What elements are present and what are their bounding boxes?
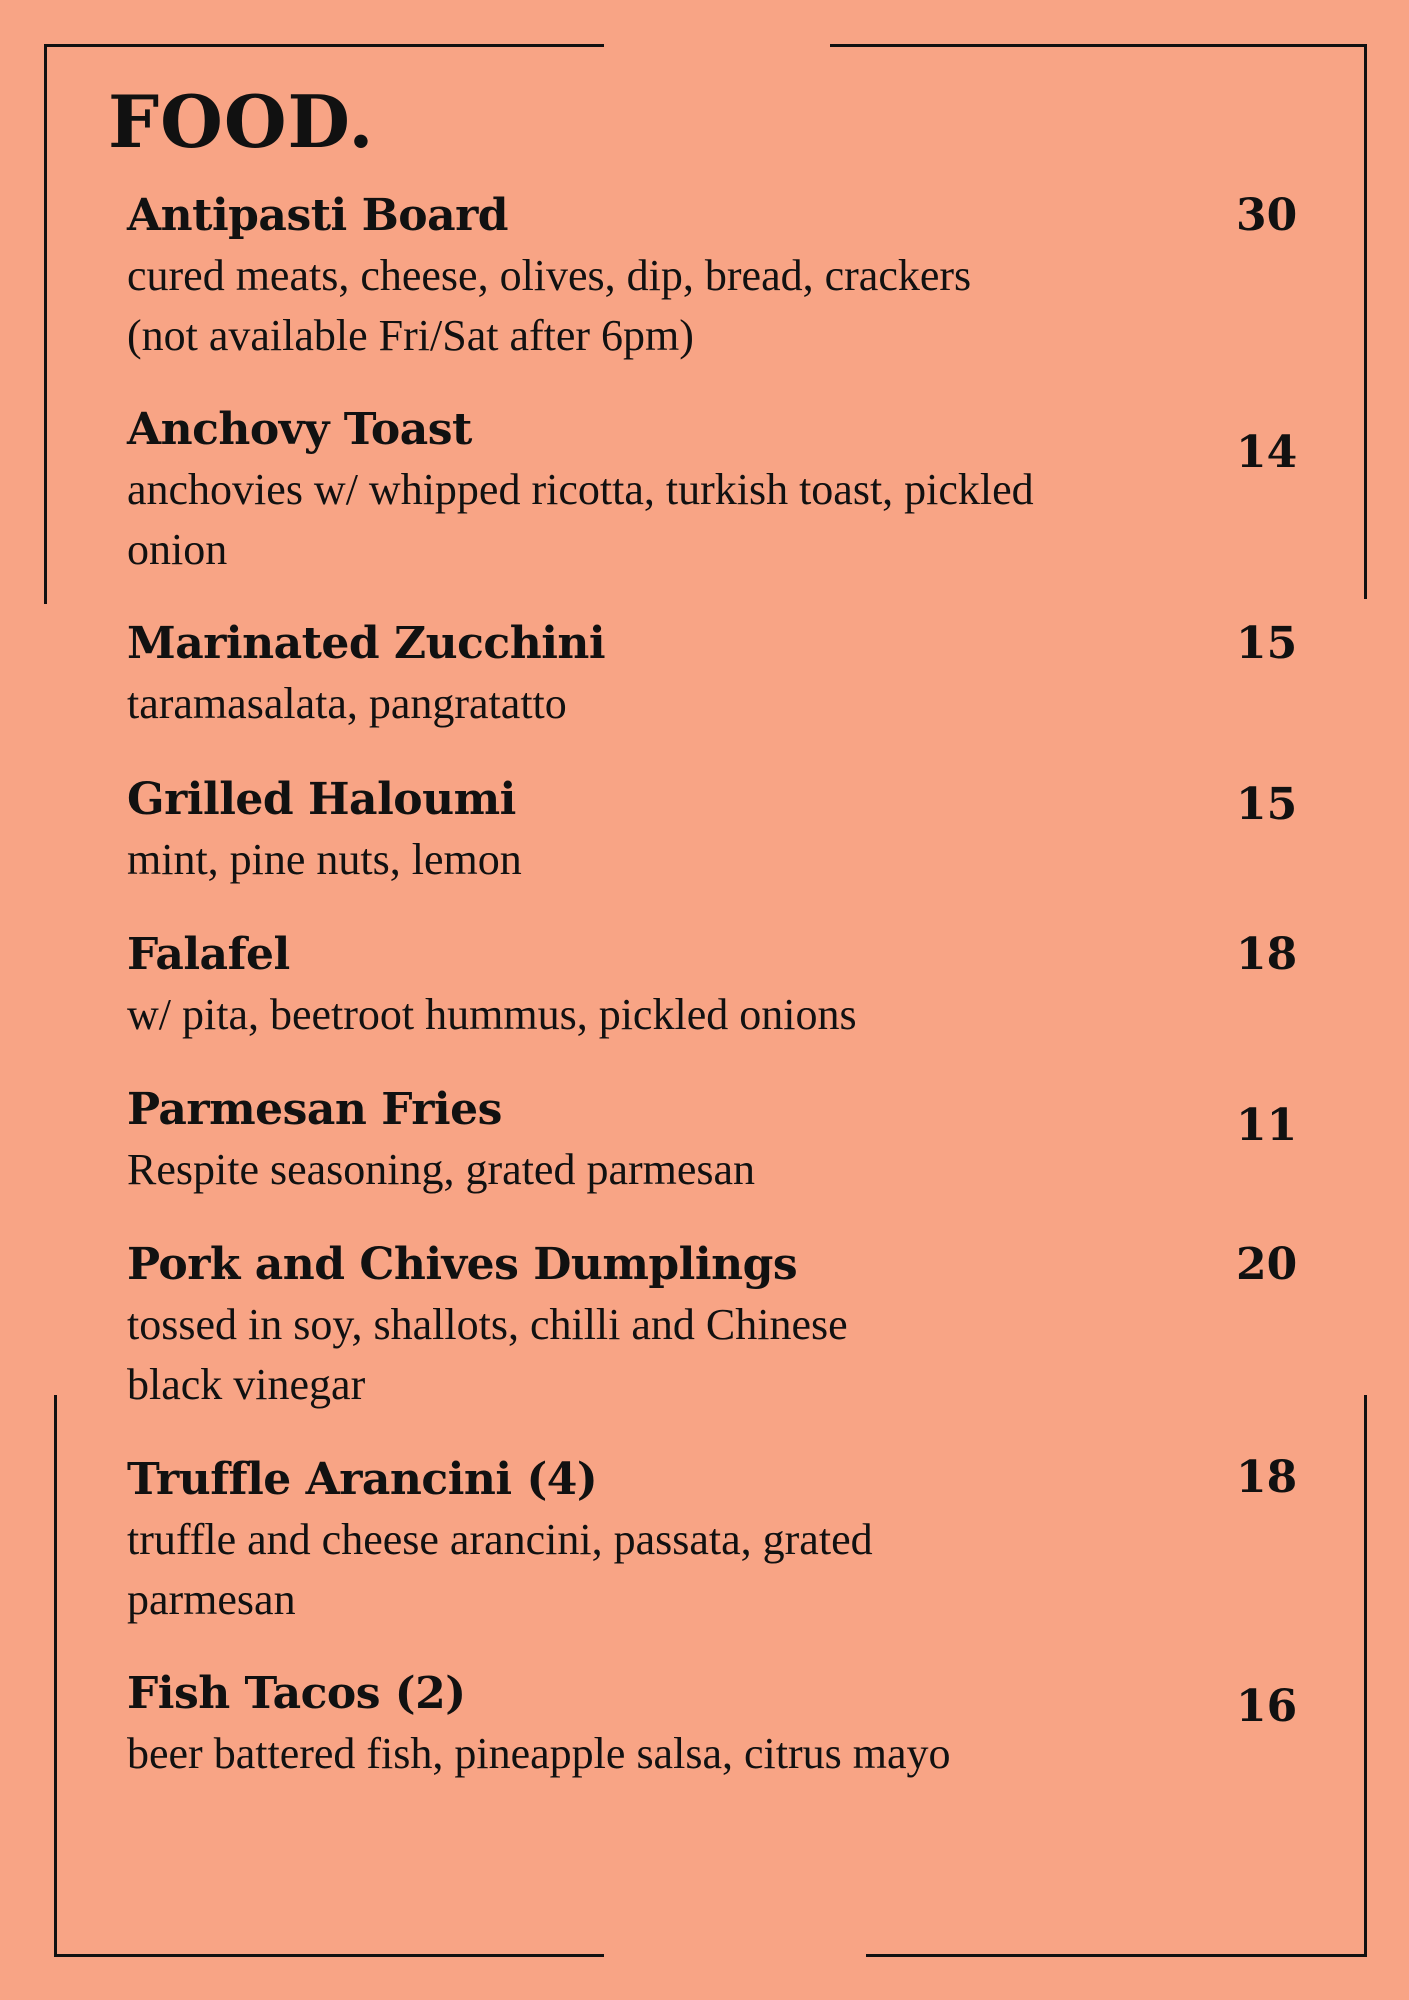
menu-item-marinated-zucchini bbox=[127, 614, 1227, 734]
item-price: 30 bbox=[1236, 190, 1298, 241]
item-description-line-2: black vinegar bbox=[127, 1360, 366, 1409]
item-description-line-2: parmesan bbox=[127, 1575, 296, 1624]
item-name: Grilled Haloumi bbox=[127, 774, 516, 825]
item-name: Pork and Chives Dumplings bbox=[127, 1239, 798, 1290]
menu-item-truffle-arancini bbox=[127, 1450, 1227, 1630]
item-description-line-1: beer battered fish, pineapple salsa, citrus mayo bbox=[127, 1729, 951, 1778]
item-description-line-2: (not available Fri/Sat after 6pm) bbox=[127, 311, 694, 360]
menu-item-parmesan-fries bbox=[127, 1080, 1227, 1200]
frame-left-upper bbox=[44, 44, 47, 604]
item-name: Marinated Zucchini bbox=[127, 618, 606, 669]
menu-item-pork-and-chives-dumplings bbox=[127, 1235, 1227, 1415]
menu-item-falafel bbox=[127, 925, 1227, 1045]
frame-bottom-left bbox=[54, 1954, 604, 1957]
item-price: 11 bbox=[1236, 1100, 1298, 1151]
item-price: 18 bbox=[1236, 1452, 1298, 1503]
menu-item-fish-tacos bbox=[127, 1664, 1227, 1784]
menu-item-antipasti-board bbox=[127, 186, 1227, 366]
menu-item-anchovy-toast bbox=[127, 400, 1227, 580]
item-description-line-1: w/ pita, beetroot hummus, pickled onions bbox=[127, 990, 857, 1039]
item-description-line-1: cured meats, cheese, olives, dip, bread, crackers bbox=[127, 251, 972, 300]
item-name: Fish Tacos (2) bbox=[127, 1668, 466, 1719]
item-name: Falafel bbox=[127, 929, 290, 980]
item-price: 14 bbox=[1236, 427, 1298, 478]
frame-right-upper bbox=[1364, 44, 1367, 599]
item-description-line-1: mint, pine nuts, lemon bbox=[127, 835, 522, 884]
item-description-line-1: Respite seasoning, grated parmesan bbox=[127, 1145, 756, 1194]
item-description-line-2: onion bbox=[127, 525, 228, 574]
item-price: 18 bbox=[1236, 929, 1298, 980]
item-description-line-1: taramasalata, pangratatto bbox=[127, 679, 567, 728]
frame-right-lower bbox=[1364, 1395, 1367, 1957]
frame-top-right bbox=[830, 44, 1367, 47]
menu-item-grilled-haloumi bbox=[127, 770, 1227, 890]
item-description-line-1: anchovies w/ whipped ricotta, turkish toast, pickled bbox=[127, 465, 1034, 514]
item-price: 20 bbox=[1236, 1239, 1298, 1290]
item-price: 15 bbox=[1236, 779, 1298, 830]
frame-top-left bbox=[44, 44, 604, 47]
item-price: 15 bbox=[1236, 618, 1298, 669]
item-name: Parmesan Fries bbox=[127, 1084, 502, 1135]
item-price: 16 bbox=[1236, 1681, 1298, 1732]
frame-left-lower bbox=[54, 1395, 57, 1957]
item-description-line-1: truffle and cheese arancini, passata, grated bbox=[127, 1515, 873, 1564]
item-description-line-1: tossed in soy, shallots, chilli and Chinese bbox=[127, 1300, 848, 1349]
menu-title: FOOD. bbox=[108, 79, 375, 164]
frame-bottom-right bbox=[866, 1954, 1367, 1957]
item-name: Truffle Arancini (4) bbox=[127, 1454, 598, 1505]
item-name: Anchovy Toast bbox=[127, 404, 472, 455]
item-name: Antipasti Board bbox=[127, 190, 509, 241]
